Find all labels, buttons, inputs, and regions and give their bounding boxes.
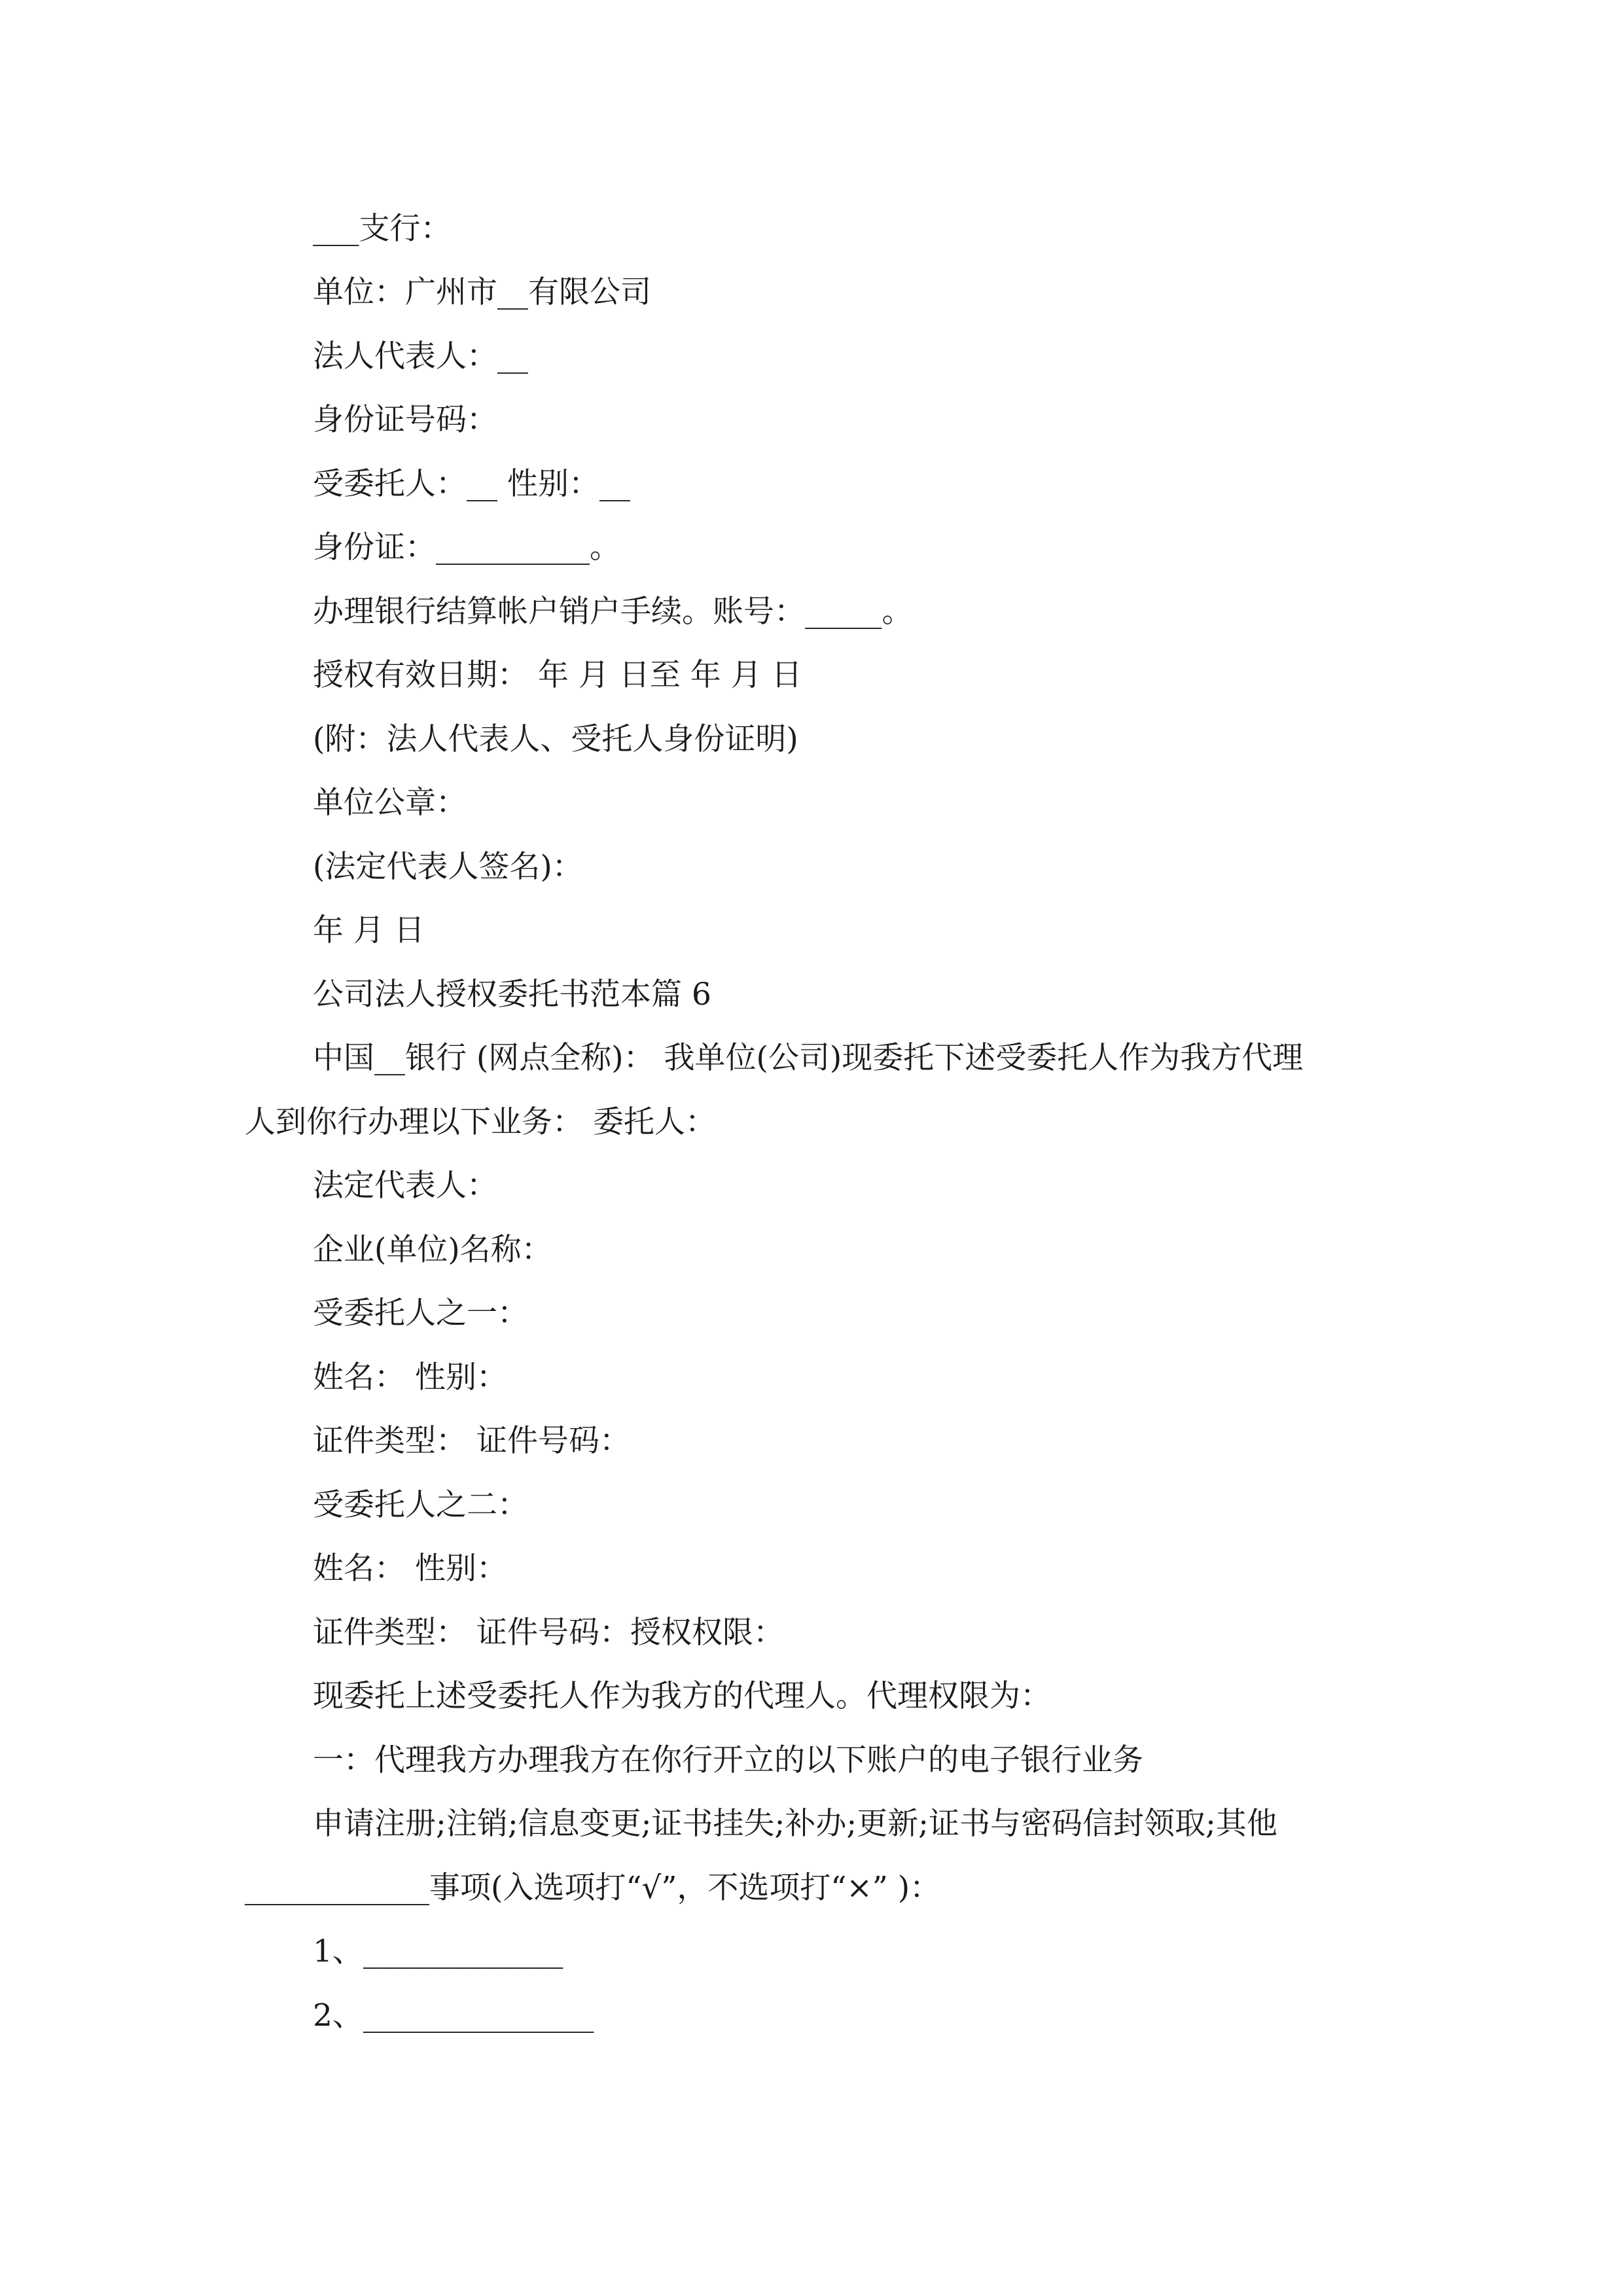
unit-seal-line: 单位公章： xyxy=(313,785,467,821)
numbered-item-1: 1、_____________ xyxy=(313,1933,563,1969)
validity-period-line: 授权有效日期： 年 月 日至 年 月 日 xyxy=(313,657,802,693)
id-card-line: 身份证：__________。 xyxy=(313,529,620,565)
authorization-statement-line: 现委托上述受委托人作为我方的代理人。代理权限为： xyxy=(313,1678,1051,1714)
trustee-gender-line: 受委托人：__ 性别：__ xyxy=(313,466,630,502)
ebanking-scope-line: 一：代理我方办理我方在你行开立的以下账户的电子银行业务 xyxy=(313,1742,1143,1778)
legal-rep-line: 法人代表人：__ xyxy=(313,338,528,374)
account-closure-line: 办理银行结算帐户销户手续。账号：_____。 xyxy=(313,594,913,630)
signature-line: (法定代表人签名)： xyxy=(313,849,583,885)
company-name-line: 企业(单位)名称： xyxy=(313,1232,552,1268)
bank-intro-line: 中国__银行 (网点全称)： 我单位(公司)现委托下述受委托人作为我方代理 xyxy=(313,1040,1304,1076)
services-list-line: 申请注册;注销;信息变更;证书挂失;补办;更新;证书与密码信封领取;其他 xyxy=(313,1806,1277,1842)
services-options-line: ____________事项(入选项打“√”，不选项打“×” )： xyxy=(245,1870,941,1906)
attachment-note-line: (附：法人代表人、受托人身份证明) xyxy=(313,721,798,757)
trustee-one-heading: 受委托人之一： xyxy=(313,1295,528,1331)
trustee-two-heading: 受委托人之二： xyxy=(313,1487,528,1523)
section-heading: 公司法人授权委托书范本篇 6 xyxy=(313,977,711,1013)
trustee-one-id-line: 证件类型： 证件号码： xyxy=(313,1423,630,1459)
numbered-item-2: 2、_______________ xyxy=(313,1998,594,2034)
trustee-two-id-line: 证件类型： 证件号码：授权权限： xyxy=(313,1615,784,1651)
date-line: 年 月 日 xyxy=(313,912,425,948)
bank-intro-continued-line: 人到你行办理以下业务： 委托人： xyxy=(245,1104,716,1140)
id-number-line: 身份证号码： xyxy=(313,402,497,438)
trustee-one-name-line: 姓名： 性别： xyxy=(313,1359,507,1395)
trustee-two-name-line: 姓名： 性别： xyxy=(313,1551,507,1587)
unit-line: 单位：广州市__有限公司 xyxy=(313,274,651,310)
branch-line: ___支行： xyxy=(313,211,452,247)
legal-representative-line: 法定代表人： xyxy=(313,1168,497,1204)
